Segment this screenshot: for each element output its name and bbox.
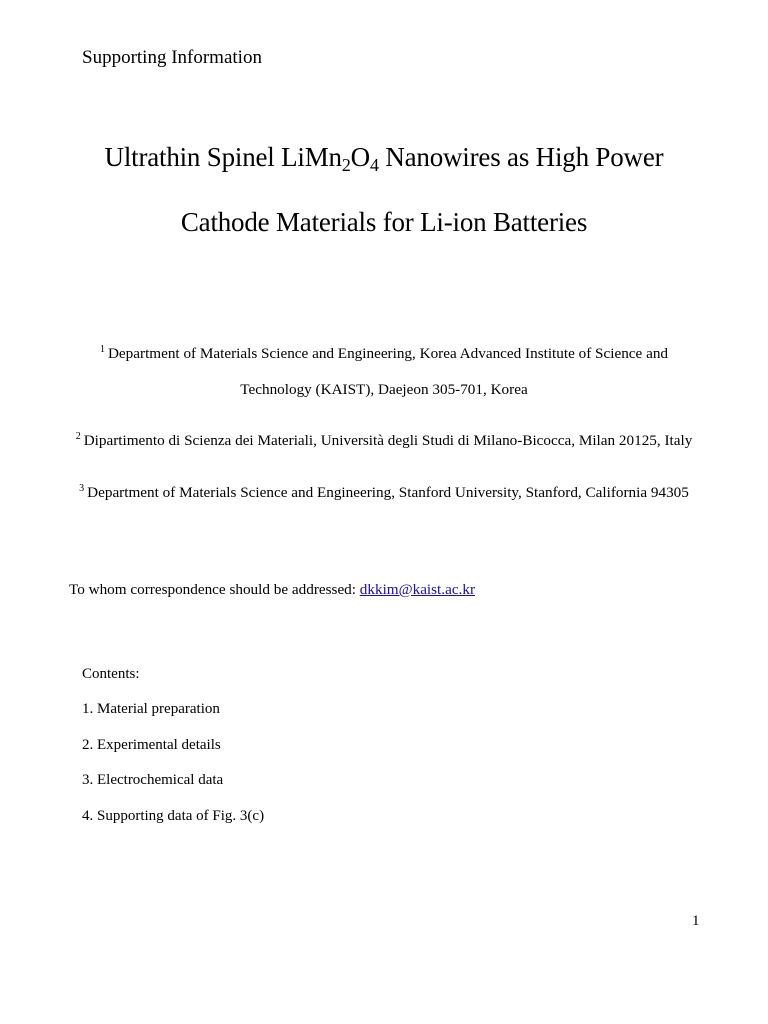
- title-text-suffix: Nanowires as High Power: [378, 142, 664, 172]
- correspondence-email-link[interactable]: dkkim@kaist.ac.kr: [359, 581, 476, 598]
- affiliation-1-text: Department of Materials Science and Engineering, Korea Advanced Institute of Science and: [107, 345, 669, 362]
- affiliation-3: [0, 484, 768, 502]
- title-line-2: Cathode Materials for Li-ion Batteries: [180, 207, 588, 237]
- title-subscript-2: 2: [341, 155, 351, 175]
- contents-item-supporting-data: 4. Supporting data of Fig. 3(c): [82, 808, 265, 824]
- contents-heading: Contents:: [82, 666, 140, 682]
- page-number: 1: [692, 913, 700, 929]
- affiliation-3-text: Department of Materials Science and Engineering, Stanford University, Stanford, California 94305: [87, 484, 689, 501]
- affiliation-marker-2: 2: [75, 431, 81, 442]
- contents-item-experimental-details: 2. Experimental details: [82, 737, 221, 753]
- affiliation-2-text: Dipartimento di Scienza dei Materiali, Università degli Studi di Milano-Bicocca, Milan 20125, Italy: [83, 432, 693, 449]
- title-text-prefix: Ultrathin Spinel LiMn: [104, 142, 342, 172]
- title-text-oxygen: O: [350, 142, 370, 172]
- affiliation-marker-3: 3: [79, 483, 85, 494]
- header-label: Supporting Information: [82, 47, 262, 68]
- affiliation-1-continued: Technology (KAIST), Daejeon 305-701, Korea: [240, 381, 528, 398]
- affiliation-1: [0, 345, 768, 363]
- title-line-1: [0, 142, 768, 173]
- affiliation-marker-1: 1: [99, 344, 105, 355]
- contents-item-electrochemical-data: 3. Electrochemical data: [82, 772, 224, 788]
- correspondence-line: [69, 581, 475, 599]
- affiliation-2: [0, 432, 768, 450]
- contents-item-material-preparation: 1. Material preparation: [82, 701, 220, 717]
- title-subscript-4: 4: [369, 155, 379, 175]
- correspondence-label: To whom correspondence should be addressed:: [69, 581, 360, 598]
